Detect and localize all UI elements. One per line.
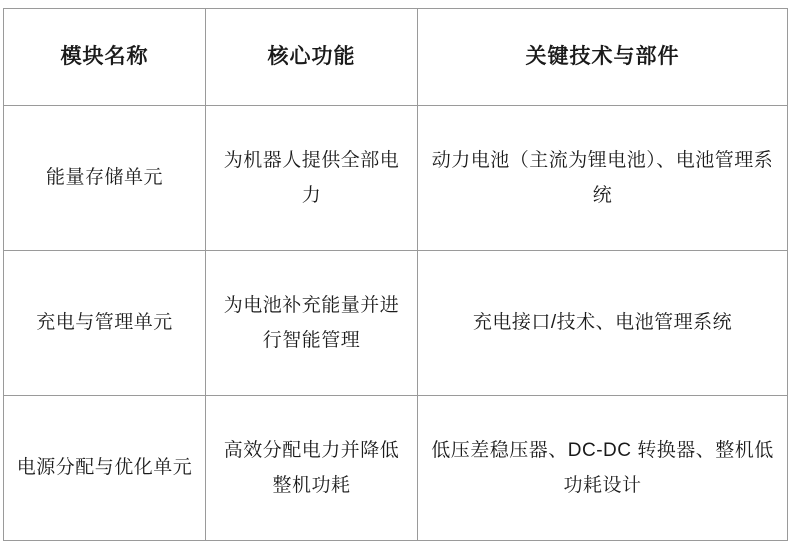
table-header-row [4, 9, 788, 106]
cell-core-function: 为机器人提供全部电力 [206, 106, 418, 251]
column-header-core-function: 核心功能 [206, 9, 418, 106]
cell-key-tech: 充电接口/技术、电池管理系统 [418, 251, 788, 396]
cell-key-tech: 动力电池（主流为锂电池）、电池管理系统 [418, 106, 788, 251]
column-header-key-tech: 关键技术与部件 [418, 9, 788, 106]
table-body [4, 106, 788, 541]
table-header [4, 9, 788, 106]
cell-module-name: 能量存储单元 [4, 106, 206, 251]
spec-table-container [3, 8, 787, 541]
cell-core-function: 高效分配电力并降低整机功耗 [206, 396, 418, 541]
cell-module-name: 充电与管理单元 [4, 251, 206, 396]
power-system-modules-table [3, 8, 788, 541]
table-row [4, 396, 788, 541]
cell-key-tech: 低压差稳压器、DC-DC 转换器、整机低功耗设计 [418, 396, 788, 541]
table-row [4, 106, 788, 251]
table-row [4, 251, 788, 396]
cell-module-name: 电源分配与优化单元 [4, 396, 206, 541]
cell-core-function: 为电池补充能量并进行智能管理 [206, 251, 418, 396]
column-header-module-name: 模块名称 [4, 9, 206, 106]
